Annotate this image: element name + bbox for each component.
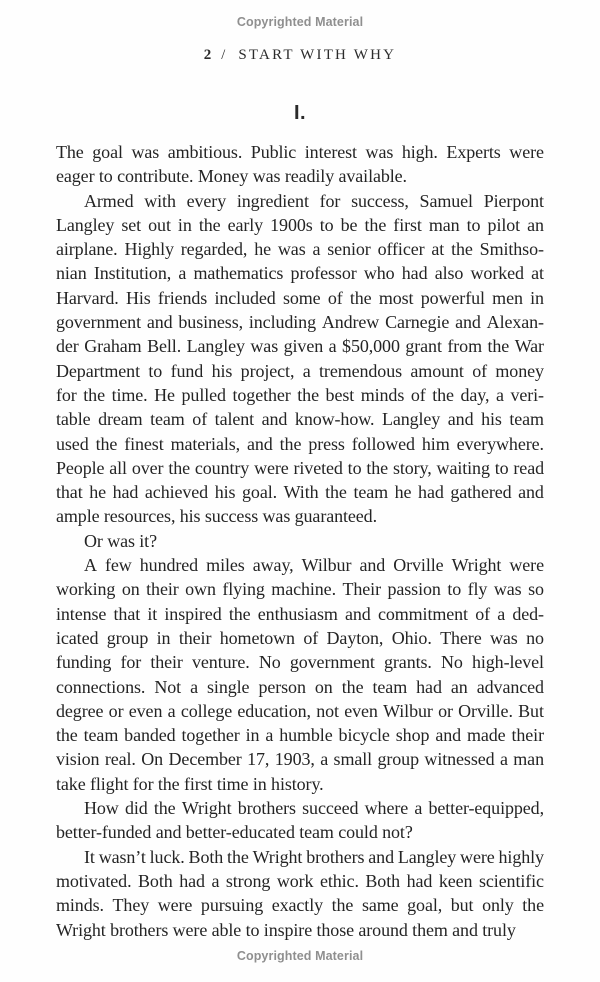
section-heading: I. xyxy=(293,102,307,124)
text-line: nian Institution, a mathematics professor who had also worked at xyxy=(56,263,544,284)
text-line: icated group in their hometown of Dayton, Ohio. There was no xyxy=(56,627,544,648)
text-line: minds. They were pursuing exactly the same goal, but only the xyxy=(56,895,544,916)
text-line: How did the Wright brothers succeed where a better-equipped, xyxy=(84,798,544,819)
copyright-notice-top: Copyrighted Material xyxy=(236,15,364,29)
text-line: People all over the country were riveted to the story, waiting to read xyxy=(56,457,544,478)
text-line: used the finest materials, and the press followed him everywhere. xyxy=(56,433,544,454)
paragraph xyxy=(56,529,544,553)
text-line: Wright brothers were able to inspire those around them and truly xyxy=(56,919,516,940)
text-line: The goal was ambitious. Public interest was high. Experts were xyxy=(56,142,544,162)
text-line: working on their own flying machine. Their passion to fly was so xyxy=(56,579,544,600)
text-line: connections. Not a single person on the team had an advanced xyxy=(56,676,544,697)
copyright-notice-bottom: Copyrighted Material xyxy=(236,948,364,963)
text-line: ample resources, his success was guaranteed. xyxy=(56,506,377,527)
text-line: Department to fund his project, a tremendous amount of money xyxy=(56,360,544,381)
text-line: government and business, including Andrew Carnegie and Alexan- xyxy=(56,312,544,333)
running-header xyxy=(0,46,600,64)
text-line: der Graham Bell. Langley was given a $50,000 grant from the War xyxy=(56,336,544,357)
book-title: START WITH WHY xyxy=(238,47,397,63)
text-line: Harvard. His friends included some of the most powerful men in xyxy=(56,287,544,308)
text-line: eager to contribute. Money was readily available. xyxy=(56,166,407,187)
text-line: A few hundred miles away, Wilbur and Orville Wright were xyxy=(84,555,544,576)
text-line: take flight for the first time in history. xyxy=(56,773,324,794)
text-line: airplane. Highly regarded, he was a senior officer at the Smithso- xyxy=(56,239,544,260)
text-line: that he had achieved his goal. With the team he had gathered and xyxy=(56,482,544,503)
text-line: for the time. He pulled together the best minds of the day, a veri- xyxy=(56,384,544,405)
paragraph xyxy=(56,140,544,189)
paragraph xyxy=(56,189,544,529)
paragraph xyxy=(56,796,544,845)
text-line: Armed with every ingredient for success, Samuel Pierpont xyxy=(84,190,544,211)
paragraph xyxy=(56,553,544,796)
text-line: degree or even a college education, not even Wilbur or Orville. But xyxy=(56,700,544,721)
text-line: the team banded together in a humble bicycle shop and made their xyxy=(56,725,544,746)
text-line: motivated. Both had a strong work ethic. Both had keen scientific xyxy=(56,870,544,891)
header-separator: / xyxy=(221,47,226,63)
text-line: Or was it? xyxy=(84,530,157,551)
body-text xyxy=(56,140,544,942)
text-line: funding for their venture. No government grants. No high-level xyxy=(56,652,544,673)
paragraph xyxy=(56,845,544,942)
text-line: vision real. On December 17, 1903, a small group witnessed a man xyxy=(56,749,544,770)
text-line: It wasn’t luck. Both the Wright brothers and Langley were highly xyxy=(84,846,544,867)
text-line: intense that it inspired the enthusiasm and commitment of a ded- xyxy=(56,603,544,624)
text-line: table dream team of talent and know-how. Langley and his team xyxy=(56,409,544,430)
text-line: Langley set out in the early 1900s to be the first man to pilot an xyxy=(56,214,544,235)
text-line: better-funded and better-educated team could not? xyxy=(56,822,413,843)
page-number: 2 xyxy=(203,47,212,63)
